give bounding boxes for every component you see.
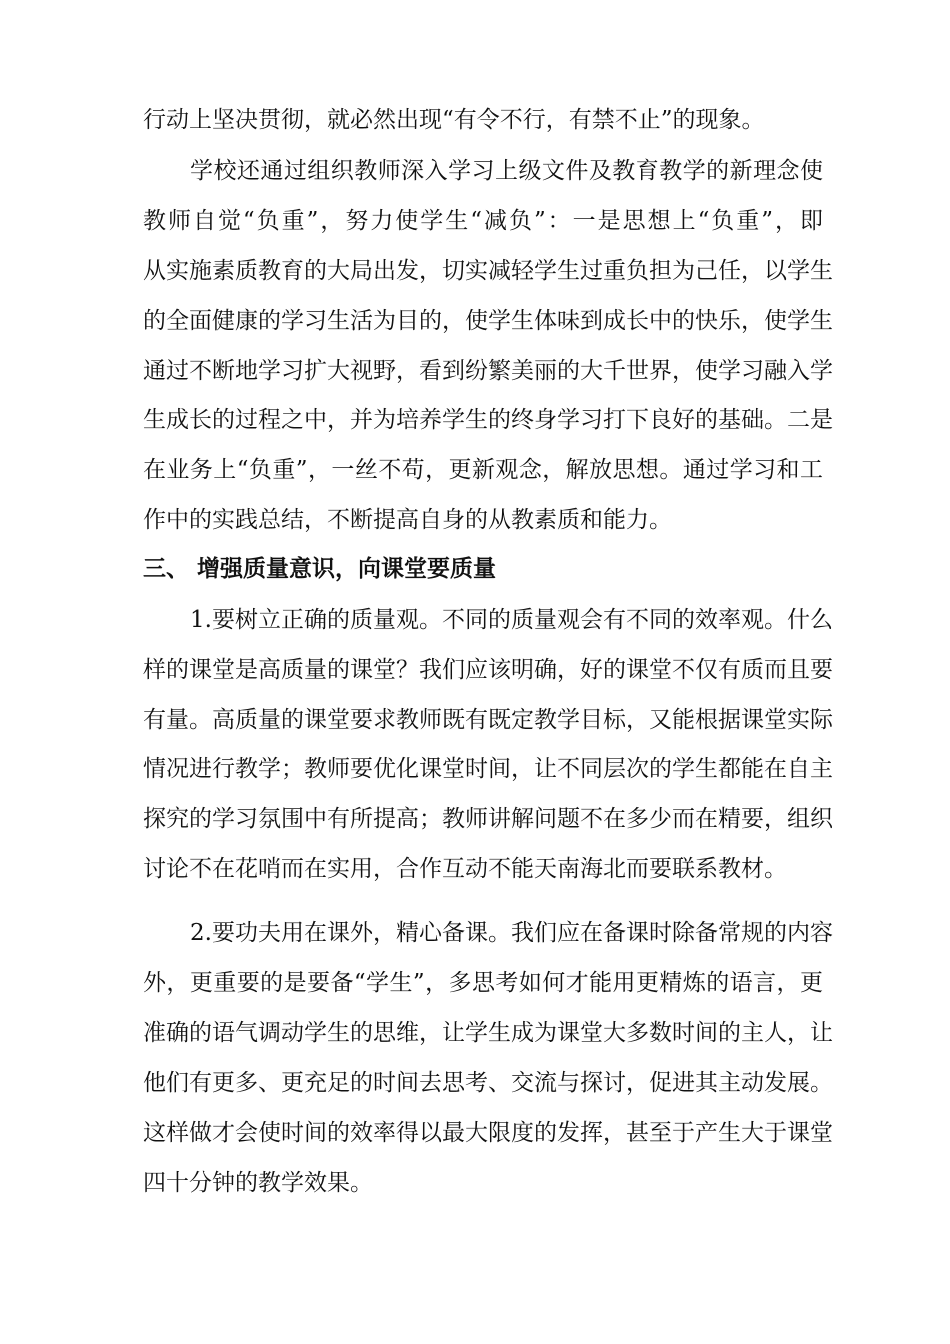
paragraph-3-line-6: 讨论不在花哨而在实用，合作互动不能天南海北而要联系教材。 (143, 856, 787, 882)
paragraph-2-line-4: 的全面健康的学习生活为目的，使学生体味到成长中的快乐，使学生 (143, 308, 833, 334)
paragraph-3-line-2: 样的课堂是高质量的课堂？我们应该明确，好的课堂不仅有质而且要 (143, 657, 833, 683)
paragraph-3-line-1: 1.要树立正确的质量观。不同的质量观会有不同的效率观。什么 (190, 607, 833, 633)
paragraph-2-line-3: 从实施素质教育的大局出发，切实减轻学生过重负担为己任，以学生 (143, 258, 833, 284)
paragraph-2-line-2: 教师自觉“负重”，努力使学生“减负”：一是思想上“负重”，即 (143, 208, 823, 234)
paragraph-2-line-8: 作中的实践总结，不断提高自身的从教素质和能力。 (143, 507, 672, 533)
paragraph-2-line-5: 通过不断地学习扩大视野，看到纷繁美丽的大千世界，使学习融入学 (143, 358, 833, 384)
paragraph-3-line-3: 有量。高质量的课堂要求教师既有既定教学目标，又能根据课堂实际 (143, 707, 833, 733)
paragraph-2-line-1: 学校还通过组织教师深入学习上级文件及教育教学的新理念使 (190, 158, 823, 184)
section-heading-3: 三、 增强质量意识，向课堂要质量 (143, 556, 497, 582)
paragraph-4-line-5: 这样做才会使时间的效率得以最大限度的发挥，甚至于产生大于课堂 (143, 1120, 833, 1146)
paragraph-2-line-7: 在业务上“负重”，一丝不苟，更新观念，解放思想。通过学习和工 (143, 457, 823, 483)
paragraph-1-line-1: 行动上坚决贯彻，就必然出现“有令不行，有禁不止”的现象。 (143, 107, 765, 133)
paragraph-4-line-4: 他们有更多、更充足的时间去思考、交流与探讨，促进其主动发展。 (143, 1070, 833, 1096)
paragraph-4-line-1: 2.要功夫用在课外，精心备课。我们应在备课时除备常规的内容 (190, 920, 833, 946)
paragraph-4-line-3: 准确的语气调动学生的思维，让学生成为课堂大多数时间的主人，让 (143, 1020, 833, 1046)
paragraph-2-line-6: 生成长的过程之中，并为培养学生的终身学习打下良好的基础。二是 (143, 407, 833, 433)
paragraph-3-line-4: 情况进行教学；教师要优化课堂时间，让不同层次的学生都能在自主 (143, 756, 833, 782)
paragraph-4-line-2: 外，更重要的是要备“学生”，多思考如何才能用更精炼的语言，更 (143, 970, 823, 996)
paragraph-3-line-5: 探究的学习氛围中有所提高；教师讲解问题不在多少而在精要，组织 (143, 806, 833, 832)
paragraph-4-line-6: 四十分钟的教学效果。 (143, 1170, 373, 1196)
